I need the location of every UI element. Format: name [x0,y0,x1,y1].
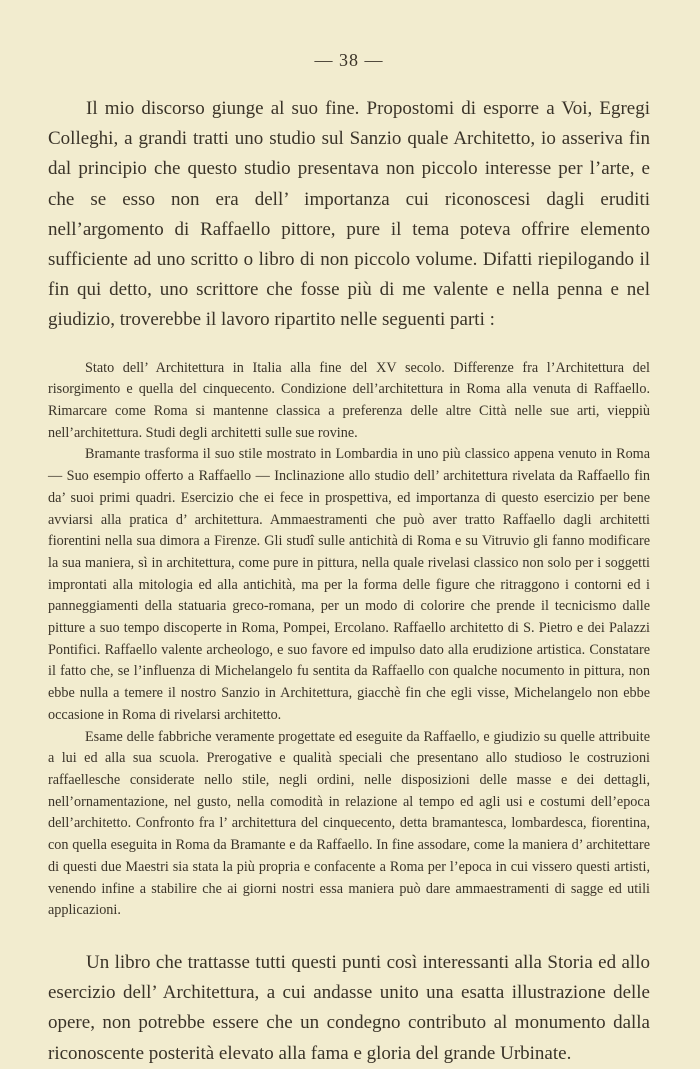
summary-section [48,358,650,922]
page-number: — 38 — [314,50,384,70]
summary-paragraph: Esame delle fabbriche veramente progettate ed eseguite da Raffaello, e giudizio su quelle attribuite a lui ed alla sua scuola. Prerogative e qualità speciali che presentano allo studioso le costruzioni raffaellesche considerate nello stile, negli ordini, nelle disposizioni delle masse e dei dettagli, nell’ornamentazione, nel gusto, nella comodità in relazione al tempo ed agli usi e costumi dell’epoca dell’architetto. Confronto fra l’ architettura del cinquecento, detta bramantesca, lombardesca, fiorentina, con quella eseguita in Roma da Bramante e da Raffaello. In fine assodare, come la maniera d’ architettare di questi due Maestri sia stata la più propria e confacente a Roma per l’epoca in cui vissero questi artisti, venendo infine a stabilire che ai giorni nostri essa maniera può dare ammaestramenti di sagge ed utili applicazioni. [48,728,650,919]
intro-paragraph: Il mio discorso giunge al suo fine. Propostomi di esporre a Voi, Egregi Colleghi, a grandi tratti uno studio sul Sanzio quale Architetto, io asseriva fin dal principio che questo studio presentava non piccolo interesse per l’arte, e che se esso non era dell’ importanza cui riconoscesi dagli eruditi nell’argomento di Raffaello pittore, pure il tema poteva offrire elemento sufficiente ad uno scritto o libro di non piccolo volume. Difatti riepilogando il fin qui detto, uno scrittore che fosse più di me valente e nella penna e nel giudizio, troverebbe il lavoro ripartito nelle seguenti parti : [48,98,650,331]
summary-paragraph: Bramante trasforma il suo stile mostrato in Lombardia in uno più classico appena venuto in Roma — Suo esempio offerto a Raffaello — Inclinazione allo studio dell’ architettura rivelata da Raffaello fin da’ suoi primi quadri. Esercizio che ei fece in prospettiva, ed importanza di questo esercizio per bene avviarsi alla pratica d’ architettura. Ammaestramenti che può aver tratto Raffaello dagli architetti fiorentini nella sua dimora a Firenze. Gli studî sulle antichità di Roma e su Vitruvio gli fanno modificare la sua maniera, sì in architettura, come pure in pittura, nella quale rivelasi classico non solo per i soggetti improntati alla mitologia ed alla antichità, ma per la forma delle figure che ritraggono i contorni ed i panneggiamenti della statuaria greco-romana, per un modo di colorire che prende il tecnicismo dalle pitture a suo tempo discoperte in Roma, Pompei, Ercolano. Raffaello architetto di S. Pietro e dei Palazzi Pontifici. Raffaello valente archeologo, e suo favore ed impulso dato alla erudizione artistica. Constatare il fatto che, se l’influenza di Michelangelo fu sentita da Raffaello con qualche nocumento in pittura, non ebbe nulla a temere il nostro Sanzio in Architettura, giacchè fin che egli visse, Michelangelo non ebbe occasione in Roma di rivelarsi architetto. [48,446,650,723]
summary-paragraph: Stato dell’ Architettura in Italia alla fine del XV secolo. Differenze fra l’Architettura del risorgimento e quella del cinquecento. Condizione dell’architettura in Roma alla venuta di Raffaello. Rimarcare come Roma si mantenne classica a preferenza delle altre Città nelle sue arti, vieppiù nell’architettura. Studi degli architetti sulle sue rovine. [48,359,650,441]
closing-paragraph: Un libro che trattasse tutti questi punti così interessanti alla Storia ed allo esercizio dell’ Architettura, a cui andasse unito una esatta illustrazione delle opere, non potrebbe essere che un condegno contributo al monumento dalla riconoscente posterità elevato alla fama e gloria del grande Urbinate. [48,951,650,1064]
